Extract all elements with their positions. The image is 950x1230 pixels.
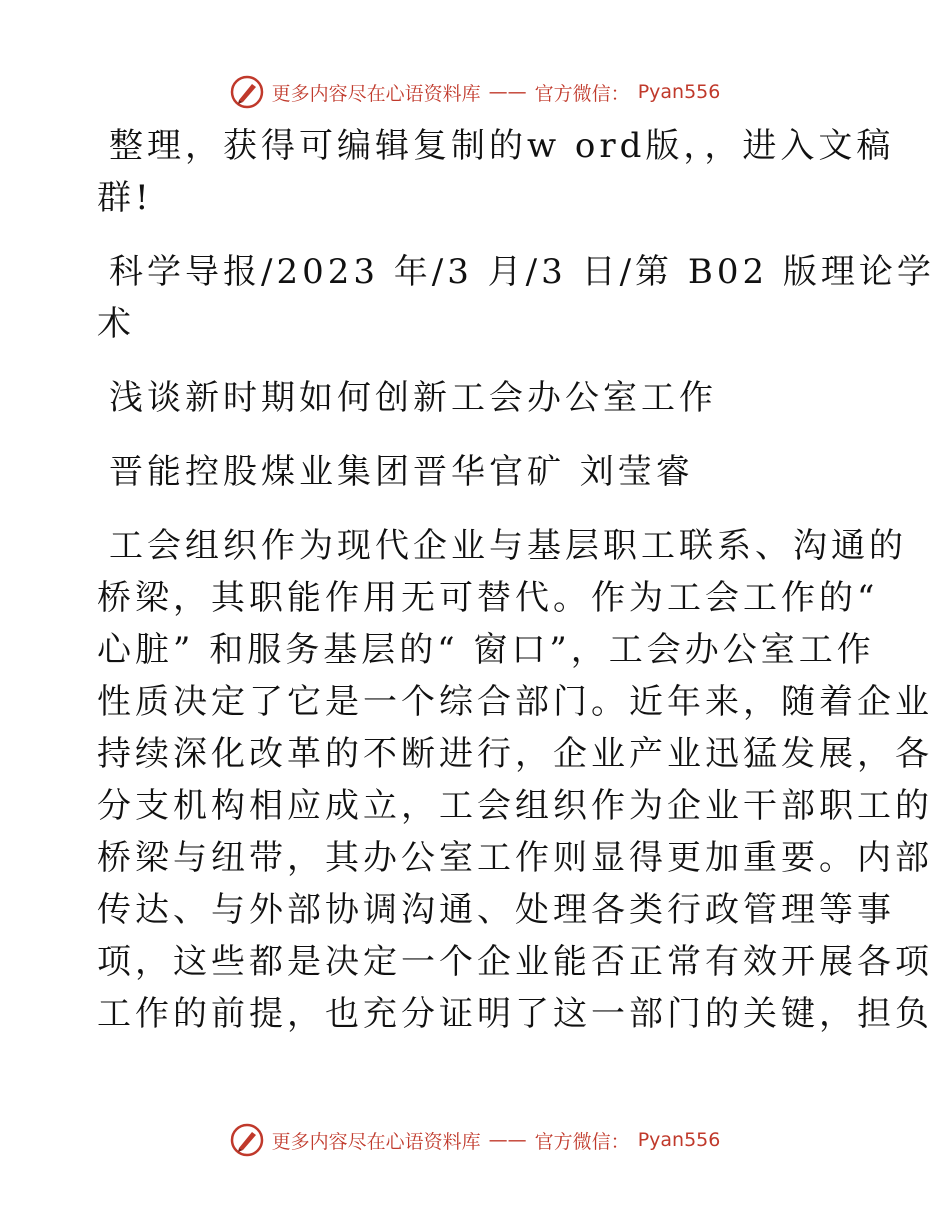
watermark-text: 更多内容尽在心语资料库: [271, 82, 481, 105]
text-line: 项，这些都是决定一个企业能否正常有效开展各项: [97, 942, 933, 982]
text-line: 持续深化改革的不断进行，企业产业迅猛发展，各: [97, 734, 933, 774]
text-line: 工会组织作为现代企业与基层职工联系、沟通的: [109, 526, 907, 566]
watermark-id: Pyan556: [637, 1129, 721, 1151]
intro-paragraph: [97, 120, 895, 224]
text-line: 心脏” 和服务基层的“ 窗口”，工会办公室工作: [97, 630, 875, 670]
body-paragraph: [97, 520, 933, 1040]
watermark-suffix: 官方微信：: [534, 82, 630, 105]
watermark-suffix: 官方微信：: [534, 1130, 630, 1153]
source-citation: [97, 246, 935, 350]
header-watermark: [0, 72, 950, 112]
text-line: 桥梁与纽带，其办公室工作则显得更加重要。内部: [97, 838, 933, 878]
article-author: [97, 446, 852, 498]
text-line: 晋能控股煤业集团晋华官矿 刘莹睿: [109, 452, 694, 492]
watermark-separator: ——: [488, 81, 527, 103]
text-line: 科学导报/2023 年/3 月/3 日/第 B02 版理论学: [109, 252, 935, 292]
text-line: 整理，获得可编辑复制的w ord版，，进入文稿: [109, 126, 895, 166]
text-line: 桥梁，其职能作用无可替代。作为工会工作的“: [97, 578, 879, 618]
text-line: 工作的前提，也充分证明了这一部门的关键，担负: [97, 994, 933, 1034]
text-line: 性质决定了它是一个综合部门。近年来，随着企业: [97, 682, 933, 722]
footer-watermark: [0, 1120, 950, 1160]
text-line: 群!: [97, 178, 153, 218]
text-line: 传达、与外部协调沟通、处理各类行政管理等事: [97, 890, 895, 930]
watermark-separator: ——: [488, 1129, 527, 1151]
text-line: 浅谈新时期如何创新工会办公室工作: [109, 378, 717, 418]
document-body: [97, 120, 935, 1040]
pen-logo-icon: [230, 75, 264, 109]
article-title: [97, 372, 852, 424]
watermark-id: Pyan556: [637, 81, 721, 103]
watermark-text: 更多内容尽在心语资料库: [271, 1130, 481, 1153]
pen-logo-icon: [230, 1123, 264, 1157]
text-line: 术: [97, 304, 135, 344]
text-line: 分支机构相应成立，工会组织作为企业干部职工的: [97, 786, 933, 826]
